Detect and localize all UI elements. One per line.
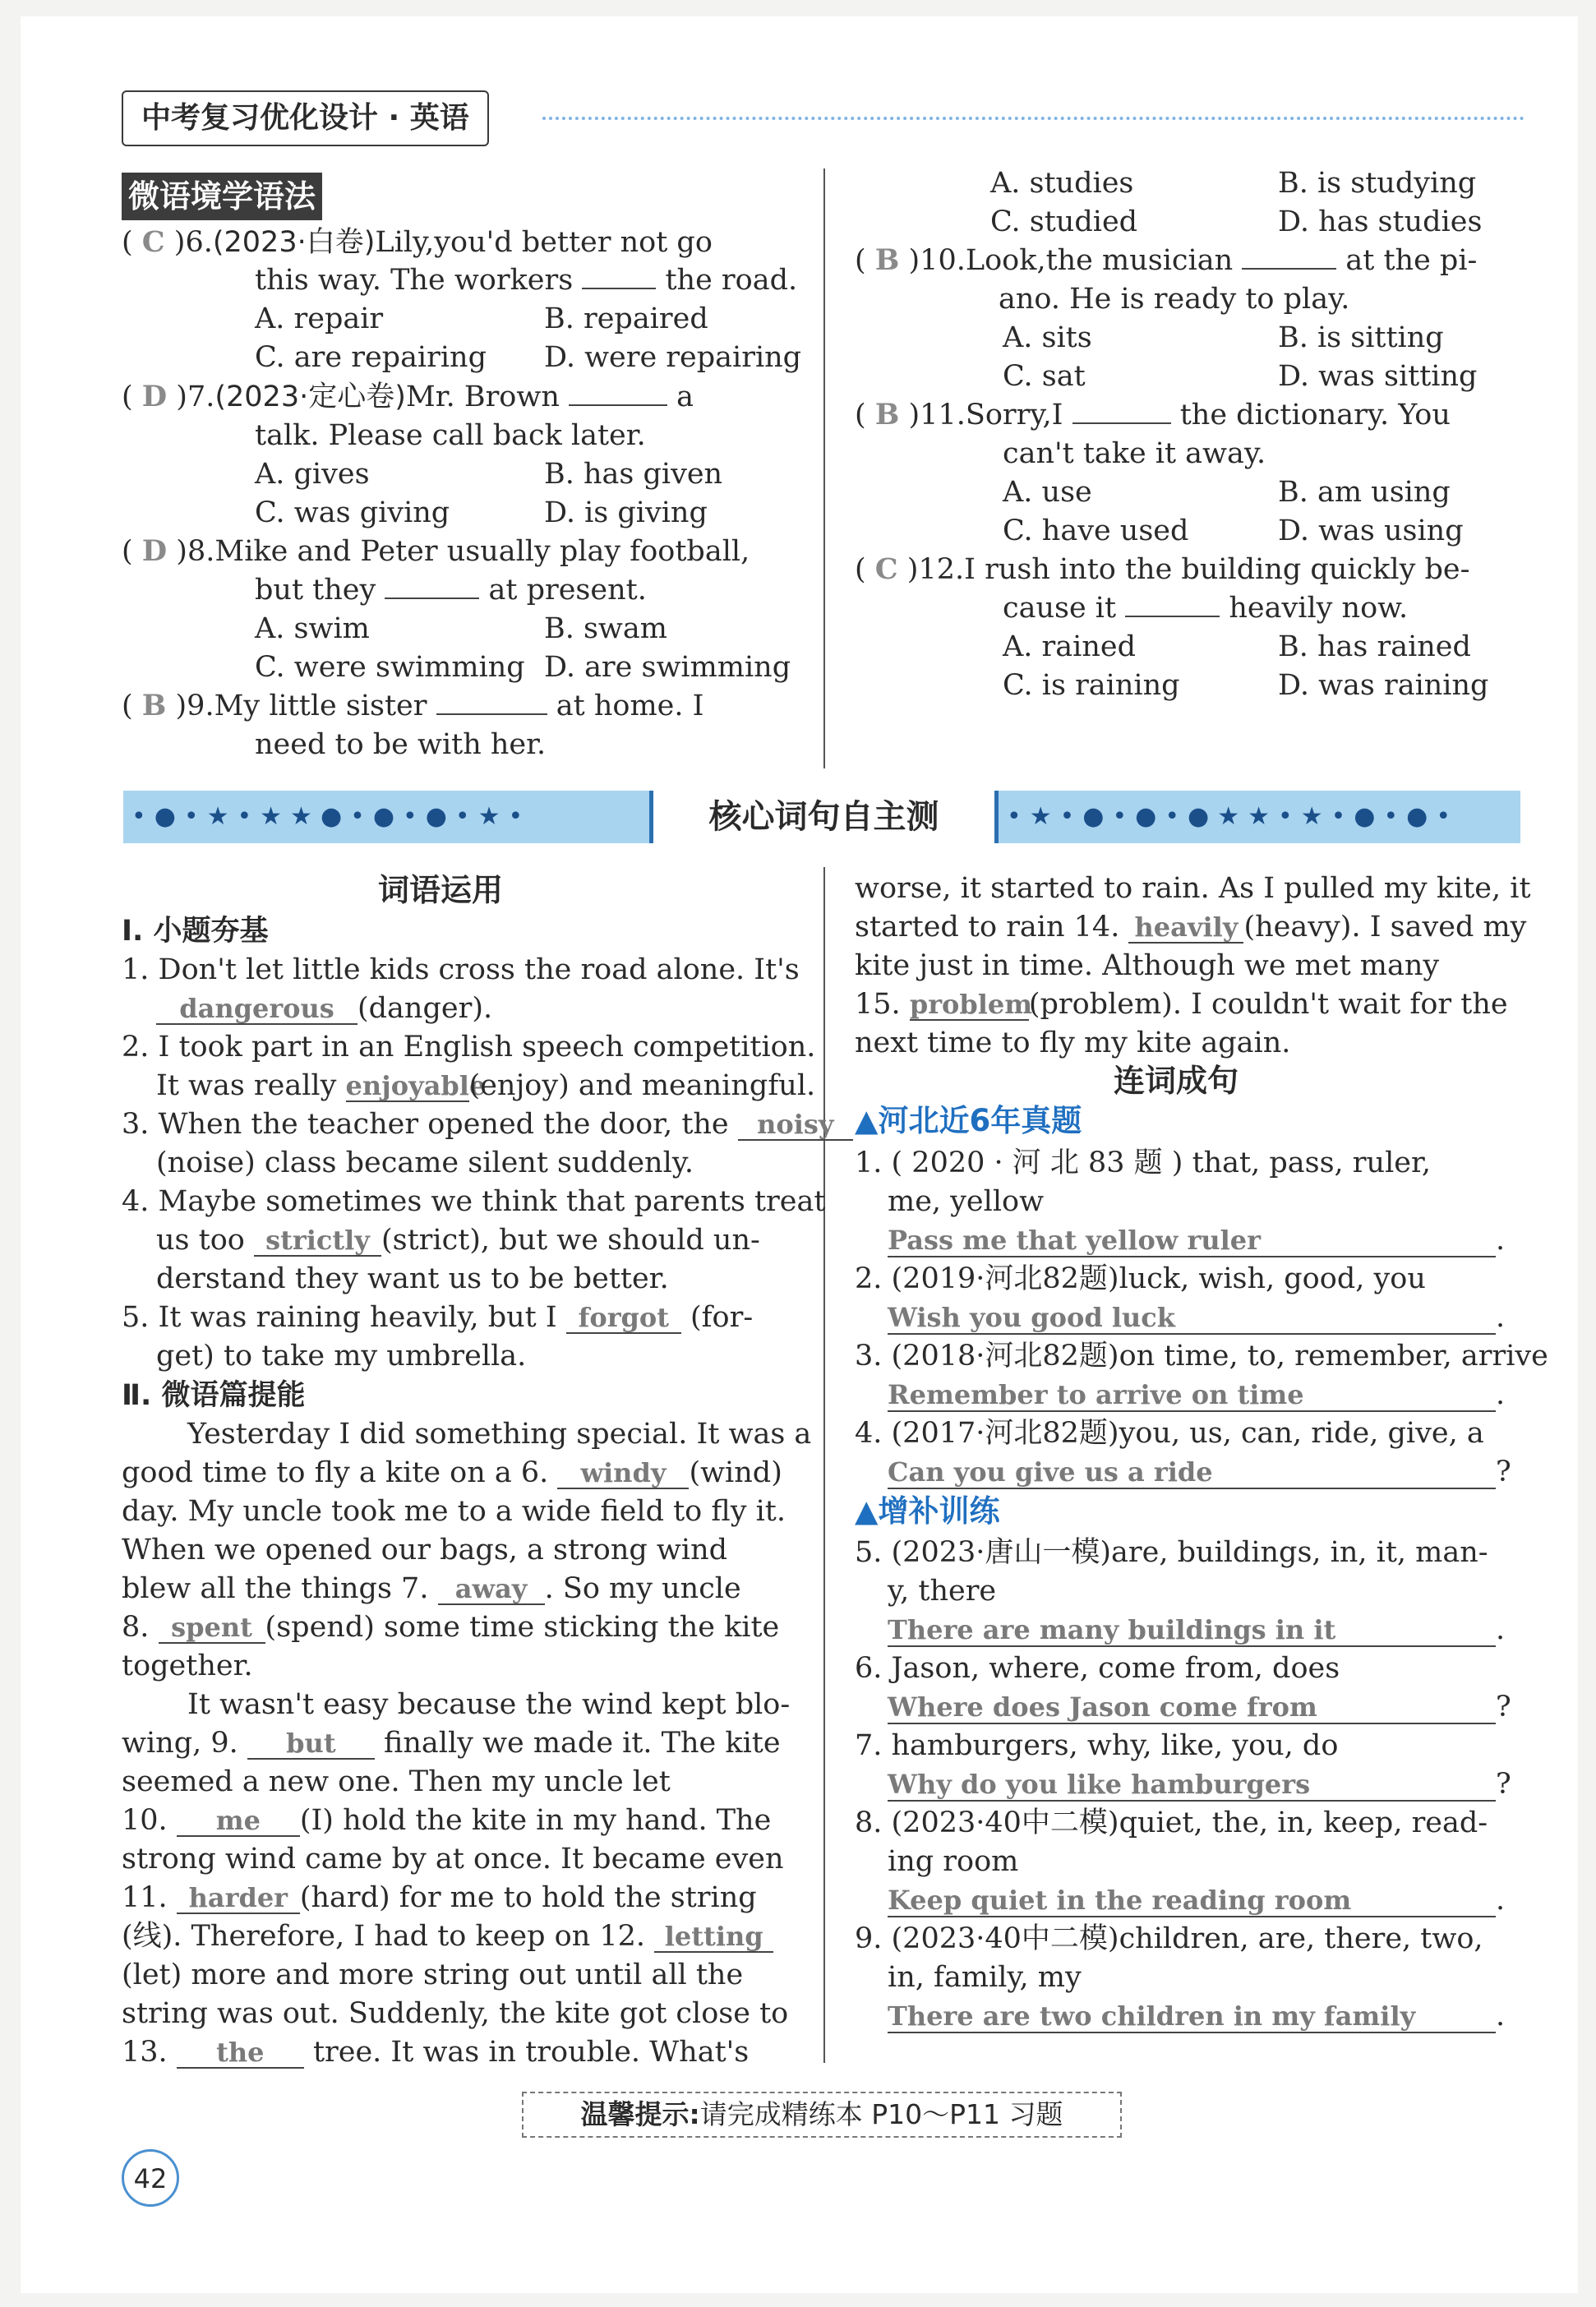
option-a: A. rained: [1003, 630, 1136, 663]
option-d: D. was raining: [1278, 669, 1489, 702]
answer-sentence-1: Pass me that yellow ruler: [888, 1225, 1496, 1257]
option-a: A. sits: [1003, 321, 1092, 354]
answer-1: dangerous: [156, 994, 357, 1025]
answer-12: letting: [654, 1922, 773, 1953]
reminder-text: 请完成精练本 P10～P11 习题: [699, 2098, 1063, 2130]
star-decoration-icon: •●•★•★★●•●•●•★•: [131, 802, 532, 831]
option-d: D. was sitting: [1278, 360, 1478, 393]
answer-12: C: [874, 552, 898, 586]
q9-option-b: B. is studying: [1278, 167, 1477, 200]
sentences-title: 连词成句: [1114, 1063, 1239, 1099]
header-dotted-rule: [542, 117, 1525, 120]
option-a: A. repair: [255, 302, 384, 335]
answer-3: noisy: [738, 1110, 853, 1141]
option-d: D. were repairing: [544, 341, 802, 374]
column-divider-top: [823, 168, 825, 768]
vocab-title: 词语运用: [378, 872, 504, 908]
blank: [569, 380, 667, 406]
option-d: D. is giving: [544, 496, 708, 529]
option-b: B. has rained: [1278, 630, 1471, 663]
answer-sentence-9: There are two children in my family: [888, 2000, 1496, 2033]
book-title: 中考复习优化设计 · 英语: [122, 90, 489, 146]
answer-9: B: [141, 689, 167, 722]
option-a: A. use: [1003, 476, 1092, 509]
answer-6: windy: [557, 1458, 689, 1489]
option-a: A. gives: [255, 458, 370, 491]
answer-8: spent: [159, 1613, 265, 1644]
page-number: 42: [122, 2149, 179, 2207]
option-c: C. was giving: [255, 496, 450, 529]
blank: [582, 263, 656, 289]
q9-option-a: A. studies: [990, 167, 1134, 200]
reminder-box: [522, 2092, 1122, 2138]
reminder-label: 温馨提示:: [580, 2098, 700, 2130]
star-decoration-icon: •★•●•●•●★★•★•●•●•: [1007, 802, 1460, 831]
grammar-section-label: 微语境学语法: [122, 173, 322, 220]
blank: [1072, 398, 1171, 424]
answer-10: B: [874, 243, 900, 277]
answer-11: harder: [177, 1883, 300, 1914]
answer-11: B: [874, 398, 900, 431]
answer-sentence-3: Remember to arrive on time: [888, 1379, 1496, 1412]
answer-5: forgot: [566, 1303, 681, 1334]
option-c: C. were swimming: [255, 651, 525, 684]
option-b: B. am using: [1278, 476, 1451, 509]
answer-sentence-4: Can you give us a ride: [888, 1456, 1496, 1489]
answer-14: heavily: [1128, 912, 1243, 944]
section-title: 核心词句自主测: [649, 791, 999, 843]
hebei-heading: ▲河北近6年真题: [855, 1103, 1082, 1138]
column-divider-bottom: [823, 867, 825, 2063]
blank: [385, 573, 479, 599]
q9-option-c: C. studied: [990, 205, 1138, 238]
answer-7: D: [141, 380, 168, 413]
answer-6: C: [141, 225, 165, 259]
option-b: B. swam: [544, 612, 667, 645]
option-c: C. are repairing: [255, 341, 487, 374]
answer-13: the: [177, 2037, 304, 2069]
answer-sentence-2: Wish you good luck: [888, 1302, 1496, 1335]
option-c: C. sat: [1003, 360, 1086, 393]
option-c: C. have used: [1003, 514, 1189, 547]
option-b: B. is sitting: [1278, 321, 1444, 354]
answer-9: but: [247, 1728, 375, 1760]
answer-15: problem: [909, 989, 1033, 1020]
answer-sentence-6: Where does Jason come from: [888, 1691, 1496, 1724]
option-d: D. are swimming: [544, 651, 791, 684]
option-b: B. repaired: [544, 302, 708, 335]
option-d: D. was using: [1278, 514, 1464, 547]
answer-8: D: [141, 534, 168, 568]
option-a: A. swim: [255, 612, 370, 645]
q9-option-d: D. has studies: [1278, 205, 1483, 238]
answer-2: enjoyable: [345, 1070, 487, 1101]
option-b: B. has given: [544, 458, 723, 491]
answer-7: away: [438, 1574, 545, 1605]
blank: [436, 689, 547, 715]
extra-training-heading: ▲增补训练: [855, 1493, 1000, 1529]
answer-sentence-5: There are many buildings in it: [888, 1614, 1496, 1647]
answer-sentence-8: Keep quiet in the reading room: [888, 1885, 1496, 1917]
answer-sentence-7: Why do you like hamburgers: [888, 1769, 1496, 1802]
answer-10: me: [177, 1806, 300, 1837]
option-c: C. is raining: [1003, 669, 1180, 702]
part1-heading: Ⅰ. 小题夯基: [122, 915, 269, 948]
answer-4: strictly: [254, 1225, 381, 1257]
blank: [1125, 591, 1220, 617]
blank: [1242, 243, 1336, 270]
part2-heading: Ⅱ. 微语篇提能: [122, 1379, 306, 1412]
